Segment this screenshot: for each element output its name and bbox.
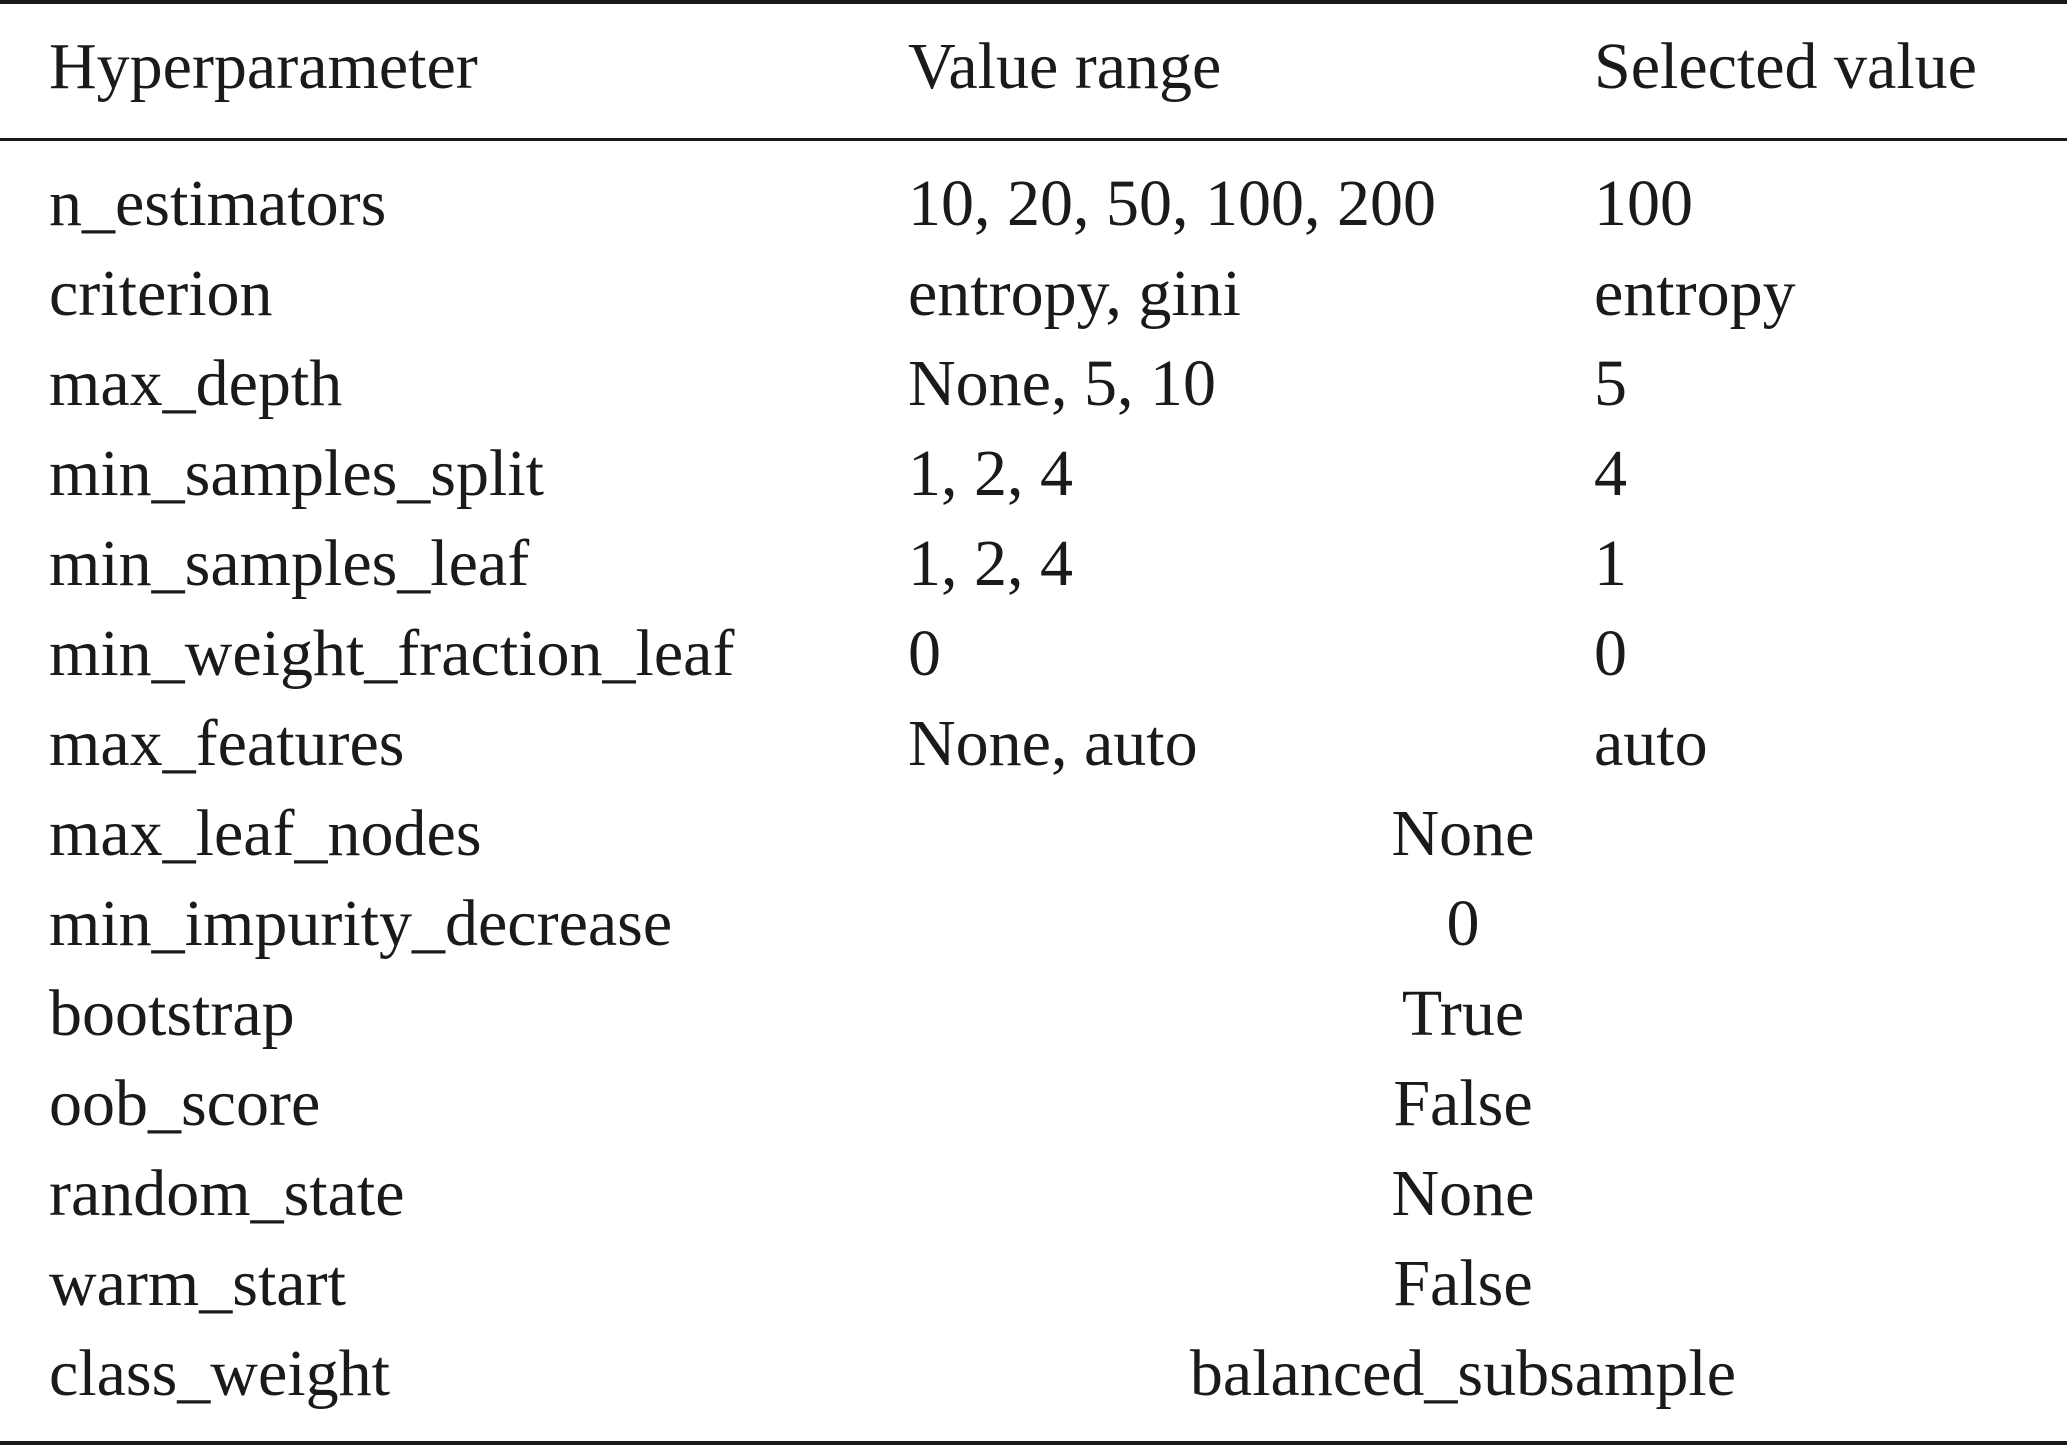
header-rule [0, 138, 2067, 141]
param-selected: 5 [1594, 347, 1627, 420]
param-name: random_state [49, 1157, 405, 1230]
param-name: min_weight_fraction_leaf [49, 617, 735, 690]
param-selected: 0 [1594, 617, 1627, 690]
param-name: max_depth [49, 347, 343, 420]
table-row [0, 879, 2067, 969]
table-row [0, 789, 2067, 879]
param-fixed-value: False [1393, 1247, 1533, 1320]
param-name: max_features [49, 707, 405, 780]
param-range: entropy, gini [908, 257, 1241, 330]
table-row [0, 249, 2067, 339]
param-name: min_samples_split [49, 437, 544, 510]
table-row [0, 1059, 2067, 1149]
header-selected-value: Selected value [1594, 30, 1977, 103]
param-fixed-value: None [1391, 1157, 1535, 1230]
table-row [0, 339, 2067, 429]
table-row [0, 1329, 2067, 1419]
param-fixed-value: False [1393, 1067, 1533, 1140]
param-range: None, auto [908, 707, 1198, 780]
param-selected: auto [1594, 707, 1708, 780]
table-row [0, 1239, 2067, 1329]
header-hyperparameter: Hyperparameter [49, 30, 478, 103]
param-name: criterion [49, 257, 273, 330]
param-selected: 4 [1594, 437, 1627, 510]
table-header-row [0, 22, 2067, 112]
param-name: n_estimators [49, 167, 387, 240]
param-range: 1, 2, 4 [908, 527, 1073, 600]
param-name: min_impurity_decrease [49, 887, 673, 960]
param-selected: 100 [1594, 167, 1693, 240]
param-range: 10, 20, 50, 100, 200 [908, 167, 1436, 240]
table-row [0, 429, 2067, 519]
param-name: bootstrap [49, 977, 295, 1050]
param-name: warm_start [49, 1247, 346, 1320]
table-row [0, 699, 2067, 789]
param-selected: entropy [1594, 257, 1796, 330]
param-range: None, 5, 10 [908, 347, 1216, 420]
param-fixed-value: None [1391, 797, 1535, 870]
param-name: min_samples_leaf [49, 527, 530, 600]
param-range: 1, 2, 4 [908, 437, 1073, 510]
param-fixed-value: 0 [1446, 887, 1480, 960]
param-name: class_weight [49, 1337, 390, 1410]
param-selected: 1 [1594, 527, 1627, 600]
bottom-rule [0, 1441, 2067, 1445]
param-name: max_leaf_nodes [49, 797, 482, 870]
table-row [0, 969, 2067, 1059]
top-rule [0, 0, 2067, 4]
param-name: oob_score [49, 1067, 321, 1140]
table-row [0, 1149, 2067, 1239]
param-range: 0 [908, 617, 941, 690]
table-row [0, 159, 2067, 249]
header-value-range: Value range [908, 30, 1222, 103]
param-fixed-value: balanced_subsample [1189, 1337, 1737, 1410]
table-row [0, 519, 2067, 609]
param-fixed-value: True [1401, 977, 1525, 1050]
table-row [0, 609, 2067, 699]
